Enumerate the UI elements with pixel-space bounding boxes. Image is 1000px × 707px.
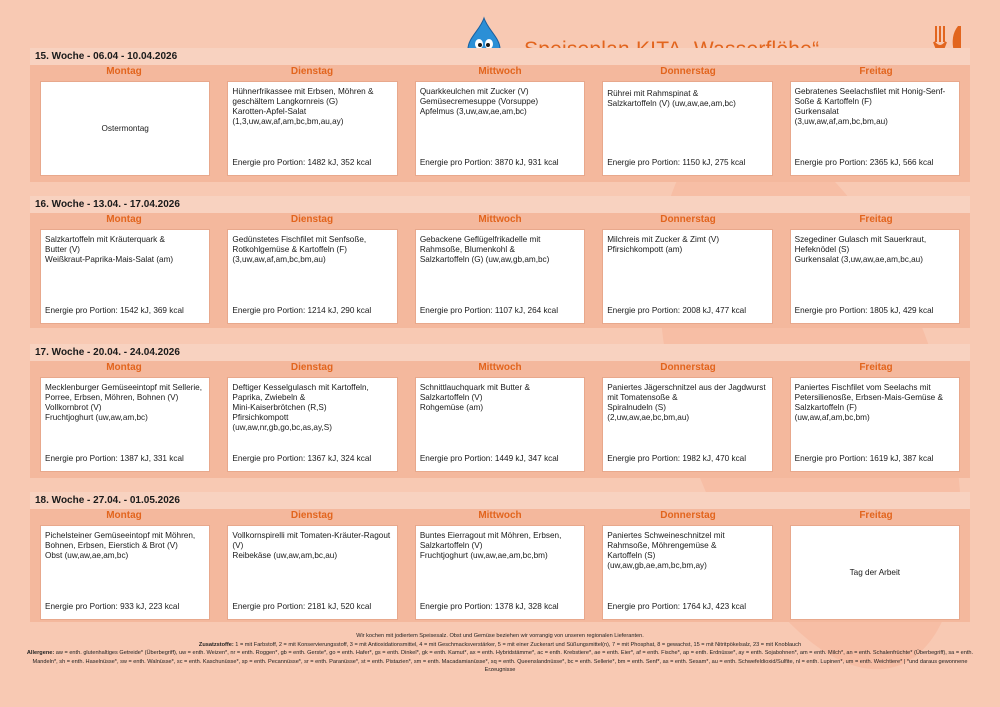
week-heading: 18. Woche - 27.04. - 01.05.2026 xyxy=(30,492,970,509)
energy-text: Energie pro Portion: 2181 kJ, 520 kcal xyxy=(232,602,372,611)
day-labels xyxy=(30,213,970,227)
dish-text: Vollkornspirelli mit Tomaten-Kräuter-Ragout (V) Reibekäse (uw,aw,am,bc,au) xyxy=(232,531,391,560)
day-label: Freitag xyxy=(859,510,893,521)
meal-cards xyxy=(30,523,970,620)
dish-text: Szegediner Gulasch mit Sauerkraut, Hefeknödel (S) Gurkensalat (3,uw,aw,ae,am,bc,au) xyxy=(794,235,927,264)
meal-card xyxy=(227,525,397,620)
meal-card xyxy=(790,229,960,324)
energy-text: Energie pro Portion: 1449 kJ, 347 kcal xyxy=(419,454,559,463)
dish-text: Paniertes Fischfilet vom Seelachs mit Petersilienosße, Erbsen-Mais-Gemüse & Salzkartoffeln (F) (uw,aw,af,am,bc,bm) xyxy=(794,383,943,422)
day-label: Montag xyxy=(106,362,142,373)
meal-card xyxy=(602,81,772,176)
energy-text: Energie pro Portion: 2365 kJ, 566 kcal xyxy=(794,158,934,167)
dish-text: Quarkkeulchen mit Zucker (V) Gemüsecremesuppe (Vorsuppe) Apfelmus (3,uw,aw,ae,am,bc) xyxy=(419,87,539,116)
energy-text: Energie pro Portion: 3870 kJ, 931 kcal xyxy=(419,158,559,167)
week-heading: 17. Woche - 20.04. - 24.04.2026 xyxy=(30,344,970,361)
day-label: Dienstag xyxy=(290,362,334,373)
energy-text: Energie pro Portion: 1378 kJ, 328 kcal xyxy=(419,602,559,611)
day-labels xyxy=(30,361,970,375)
allergens-line xyxy=(20,649,980,675)
meal-card xyxy=(415,81,585,176)
allergens-text: aw = enth. glutenhaltiges Getreide* (Überbegriff), uw = enth. Weizen*, nr = enth. Roggen*, gb = enth. Gerste*, go = enth. Hafer*, gs = enth. Dinkel*, gk = enth. Kamut*, ax = enth. Hybridstämme*, ac = enth. Krebstiere*, ae = enth. Eier*, af = enth. Fische*, ap = enth. Erdnüsse*, ay = enth. Sojabohnen*, am = enth. Milch*, an = enth. Schalenfrüchte* (Überbegriff), sa = enth. Mandeln*, sh = enth. Haselnüsse*, sw = enth. Walnüsse*, sc = enth. Kaschunüsse*, sp = enth. Pecannüsse*, sr = enth. Paranüsse*, st = enth. Pistazien*, sm = enth. Macadamianüsse*, sq = enth. Queenslandnüsse*, bc = enth. Sellerie*, bm = enth. Senf*, as = enth. Sesam*, au = enth. Schwefeldioxid/Sulfite, nl = enth. Lupinen*, um = enth. Weichtiere* | *und daraus gewonnene Erzeugnisse xyxy=(32,650,974,673)
dish-text: Milchreis mit Zucker & Zimt (V) Pfirsichkompott (am) xyxy=(607,235,720,254)
energy-text: Energie pro Portion: 1107 kJ, 264 kcal xyxy=(419,306,559,315)
day-label: Donnerstag xyxy=(660,214,716,225)
energy-text: Energie pro Portion: 1367 kJ, 324 kcal xyxy=(232,454,372,463)
week-block xyxy=(30,196,970,328)
day-label: Montag xyxy=(106,510,142,521)
day-label: Donnerstag xyxy=(660,362,716,373)
week-heading: 16. Woche - 13.04. - 17.04.2026 xyxy=(30,196,970,213)
meal-card xyxy=(415,525,585,620)
week-heading: 15. Woche - 06.04 - 10.04.2026 xyxy=(30,48,970,65)
meal-card xyxy=(40,81,210,176)
meal-card xyxy=(40,525,210,620)
day-label: Donnerstag xyxy=(660,66,716,77)
allergens-label: Allergene: xyxy=(26,650,55,656)
day-label: Dienstag xyxy=(290,66,334,77)
week-block xyxy=(30,492,970,622)
dish-text: Buntes Eierragout mit Möhren, Erbsen, Salzkartoffeln (V) Fruchtjoghurt (uw,aw,ae,am,bc,bm) xyxy=(419,531,562,560)
meal-card xyxy=(602,525,772,620)
day-label: Mittwoch xyxy=(478,510,522,521)
dish-text: Salzkartoffeln mit Kräuterquark & Butter (V) Weißkraut-Paprika-Mais-Salat (am) xyxy=(45,235,174,264)
dish-text: Deftiger Kesselgulasch mit Kartoffeln, Paprika, Zwiebeln & Mini-Kaiserbrötchen (R,S) Pfirsichkompott (uw,aw,nr,gb,go,bc,as,ay,S) xyxy=(232,383,369,432)
dish-text: Mecklenburger Gemüseeintopf mit Sellerie, Porree, Erbsen, Möhren, Bohnen (V) Vollkornbrot (V) Fruchtjoghurt (uw,aw,am,bc) xyxy=(45,383,202,422)
meal-card xyxy=(227,229,397,324)
energy-text: Energie pro Portion: 2008 kJ, 477 kcal xyxy=(607,306,747,315)
day-labels xyxy=(30,65,970,79)
meal-card xyxy=(790,81,960,176)
day-label: Freitag xyxy=(859,66,893,77)
additives-label: Zusatzstoffe: xyxy=(198,641,234,648)
meal-card xyxy=(40,229,210,324)
dish-text: Gedünstetes Fischfilet mit Senfsoße, Rotkohlgemüse & Kartoffeln (F) (3,uw,aw,af,am,bc,bm,au) xyxy=(232,235,367,264)
energy-text: Energie pro Portion: 1387 kJ, 331 kcal xyxy=(45,454,184,463)
additives-text: 1 = mit Farbstoff, 2 = mit Konservierungsstoff, 3 = mit Antioxidationsmittel, 4 = mit Geschmacksverstärker, 5 = mit einer Zuckerart und Süßungsmittel(n), 7 = mit Phosphat, 8 = gewachst, 15 = mit Nitritpökelsalz, 23 = mit Knoblauch xyxy=(235,641,802,648)
day-labels xyxy=(30,509,970,523)
week-block xyxy=(30,344,970,478)
meal-card xyxy=(415,377,585,472)
dish-text: Pichelsteiner Gemüseeintopf mit Möhren, Bohnen, Erbsen, Eierstich & Brot (V) Obst (uw,aw,ae,am,bc) xyxy=(45,531,196,560)
dish-text: Hühnerfrikassee mit Erbsen, Möhren & geschältem Langkornreis (G) Karotten-Apfel-Salat (1,3,uw,aw,af,am,bc,bm,au,ay) xyxy=(232,87,374,126)
energy-text: Energie pro Portion: 1542 kJ, 369 kcal xyxy=(45,306,184,315)
dish-text: Paniertes Schweineschnitzel mit Rahmsoße, Möhrengemüse & Kartoffeln (S) (uw,aw,gb,ae,am,bc,bm,ay) xyxy=(607,531,725,570)
footer-notes xyxy=(20,632,980,675)
meal-card xyxy=(40,377,210,472)
energy-text: Energie pro Portion: 1150 kJ, 275 kcal xyxy=(607,158,746,167)
dish-text: Ostermontag xyxy=(101,123,149,133)
meal-card xyxy=(602,229,772,324)
energy-text: Energie pro Portion: 1619 kJ, 387 kcal xyxy=(794,454,934,463)
energy-text: Energie pro Portion: 1764 kJ, 423 kcal xyxy=(607,602,747,611)
dish-text: Schnittlauchquark mit Butter & Salzkartoffeln (V) Rohgemüse (am) xyxy=(419,383,530,412)
day-label: Montag xyxy=(106,66,142,77)
day-label: Donnerstag xyxy=(660,510,716,521)
meal-card xyxy=(227,81,397,176)
day-label: Mittwoch xyxy=(478,214,522,225)
day-label: Dienstag xyxy=(290,214,334,225)
day-label: Dienstag xyxy=(290,510,334,521)
dish-text: Paniertes Jägerschnitzel aus der Jagdwurst mit Tomatensoße & Spiralnudeln (S) (2,uw,aw,ae,bc,bm,au) xyxy=(607,383,766,422)
day-label: Freitag xyxy=(859,214,893,225)
meal-card xyxy=(227,377,397,472)
meal-cards xyxy=(30,375,970,472)
meal-card xyxy=(602,377,772,472)
footer-note: Wir kochen mit jodiertem Speisesalz. Obst und Gemüse beziehen wir vorrangig von unseren regionalen Lieferanten. xyxy=(356,633,644,639)
day-label: Freitag xyxy=(859,362,893,373)
dish-text: Gebackene Geflügelfrikadelle mit Rahmsoße, Blumenkohl & Salzkartoffeln (G) (uw,aw,gb,am,bc) xyxy=(419,235,550,264)
meal-card xyxy=(790,377,960,472)
meal-card xyxy=(790,525,960,620)
energy-text: Energie pro Portion: 1214 kJ, 290 kcal xyxy=(232,306,372,315)
day-label: Montag xyxy=(106,214,142,225)
energy-text: Energie pro Portion: 1982 kJ, 470 kcal xyxy=(607,454,747,463)
dish-text: Gebratenes Seelachsfilet mit Honig-Senf-Soße & Kartoffeln (F) Gurkensalat (3,uw,aw,af,am,bc,bm,au) xyxy=(794,87,946,126)
energy-text: Energie pro Portion: 933 kJ, 223 kcal xyxy=(45,602,180,611)
meal-cards xyxy=(30,227,970,324)
week-block xyxy=(30,48,970,182)
energy-text: Energie pro Portion: 1805 kJ, 429 kcal xyxy=(794,306,934,315)
additives-line xyxy=(20,641,980,650)
dish-text: Rührei mit Rahmspinat & Salzkartoffeln (V) (uw,aw,ae,am,bc) xyxy=(607,89,736,108)
day-label: Mittwoch xyxy=(478,66,522,77)
meal-card xyxy=(415,229,585,324)
meal-cards xyxy=(30,79,970,176)
energy-text: Energie pro Portion: 1482 kJ, 352 kcal xyxy=(232,158,372,167)
day-label: Mittwoch xyxy=(478,362,522,373)
dish-text: Tag der Arbeit xyxy=(849,567,901,577)
